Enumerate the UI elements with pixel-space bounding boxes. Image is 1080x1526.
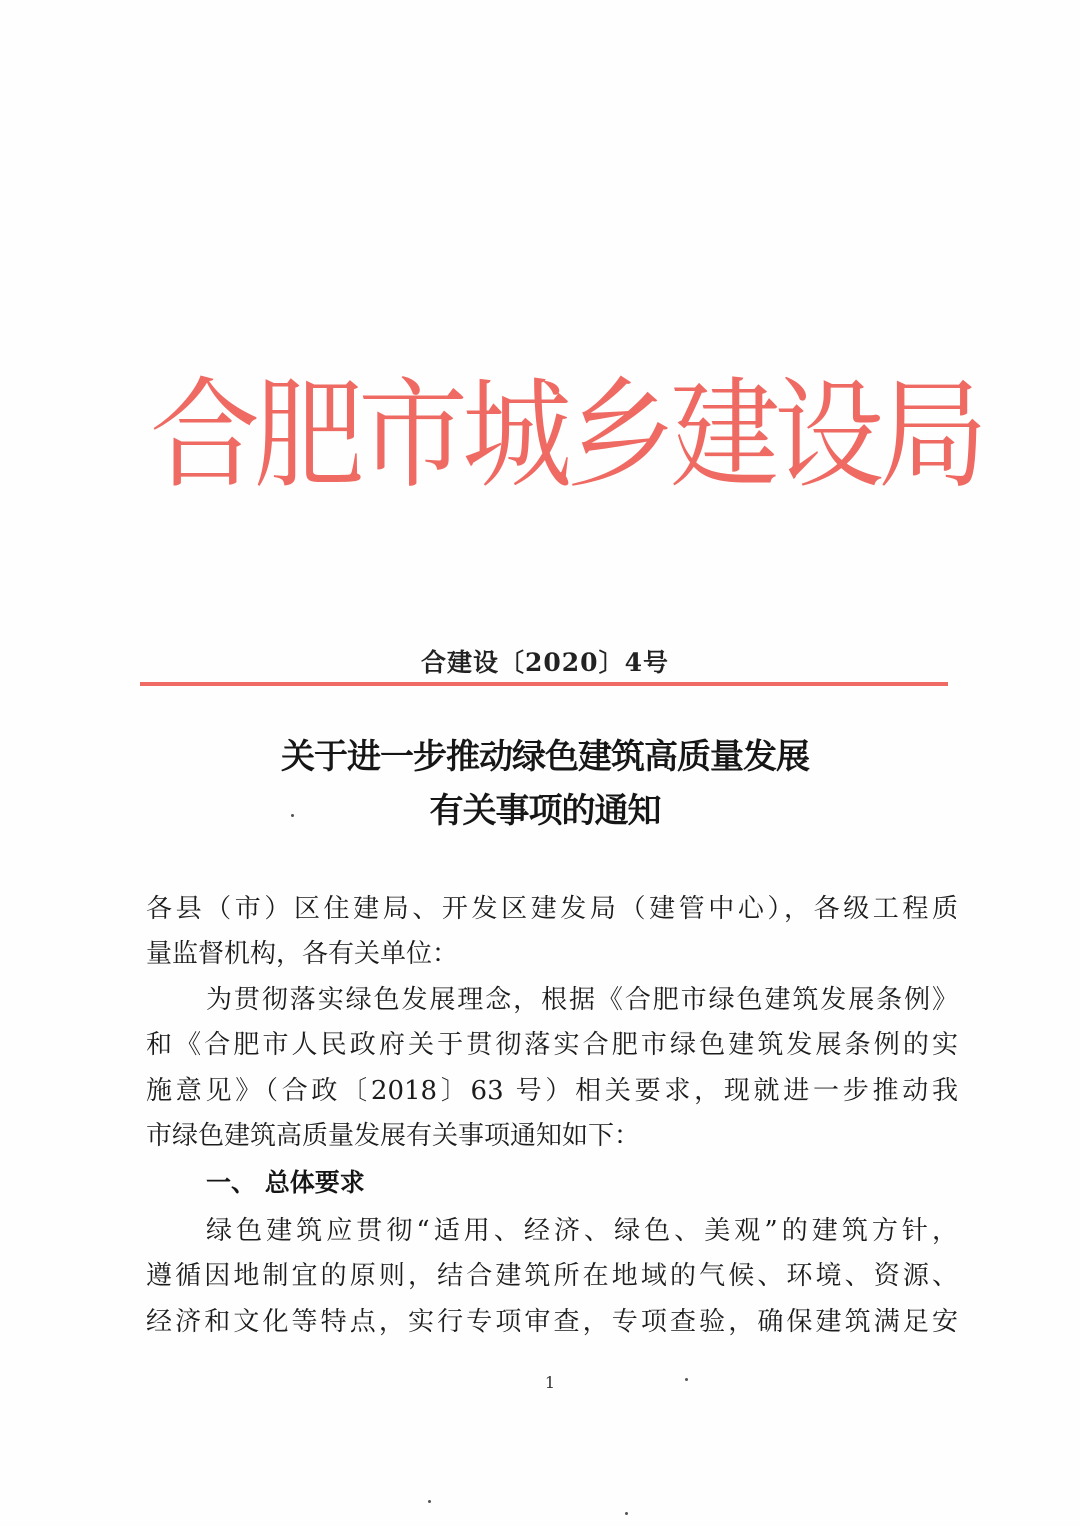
notice-title-line-1: 关于进一步推动绿色建筑高质量发展 xyxy=(281,737,809,777)
body-line-purpose-2: 和《合肥市人民政府关于贯彻落实合肥市绿色建筑发展条例的实 xyxy=(146,1030,958,1060)
document-number: 合建设〔2020〕4号 xyxy=(421,648,669,677)
scan-speck xyxy=(625,1512,628,1515)
body-line-recipients-cont: 量监督机构，各有关单位： xyxy=(146,939,459,969)
body-line-purpose-3: 施意见》（合政〔2018〕63 号）相关要求，现就进一步推动我 xyxy=(146,1076,958,1106)
section-heading-general-requirements: 一、 总体要求 xyxy=(206,1168,365,1197)
body-line-purpose-4: 市绿色建筑高质量发展有关事项通知如下： xyxy=(146,1121,641,1151)
section1-line-1: 绿色建筑应贯彻“适用、经济、绿色、美观”的建筑方针， xyxy=(206,1216,958,1246)
notice-title-line-2: 有关事项的通知 xyxy=(429,791,661,831)
scan-speck xyxy=(685,1378,688,1381)
body-line-recipients: 各县（市）区住建局、开发区建发局（建管中心），各级工程质 xyxy=(146,894,958,924)
section1-line-3: 经济和文化等特点，实行专项审查，专项查验，确保建筑满足安 xyxy=(146,1307,958,1337)
section1-line-2: 遵循因地制宜的原则，结合建筑所在地域的气候、环境、资源、 xyxy=(146,1261,958,1291)
scan-speck xyxy=(428,1500,431,1503)
red-divider-line xyxy=(140,682,948,686)
issuing-authority-header: 合肥市城乡建设局 xyxy=(150,365,982,505)
page-number: 1 xyxy=(544,1373,556,1392)
scan-speck xyxy=(291,814,294,817)
body-line-purpose: 为贯彻落实绿色发展理念，根据《合肥市绿色建筑发展条例》 xyxy=(206,985,958,1015)
